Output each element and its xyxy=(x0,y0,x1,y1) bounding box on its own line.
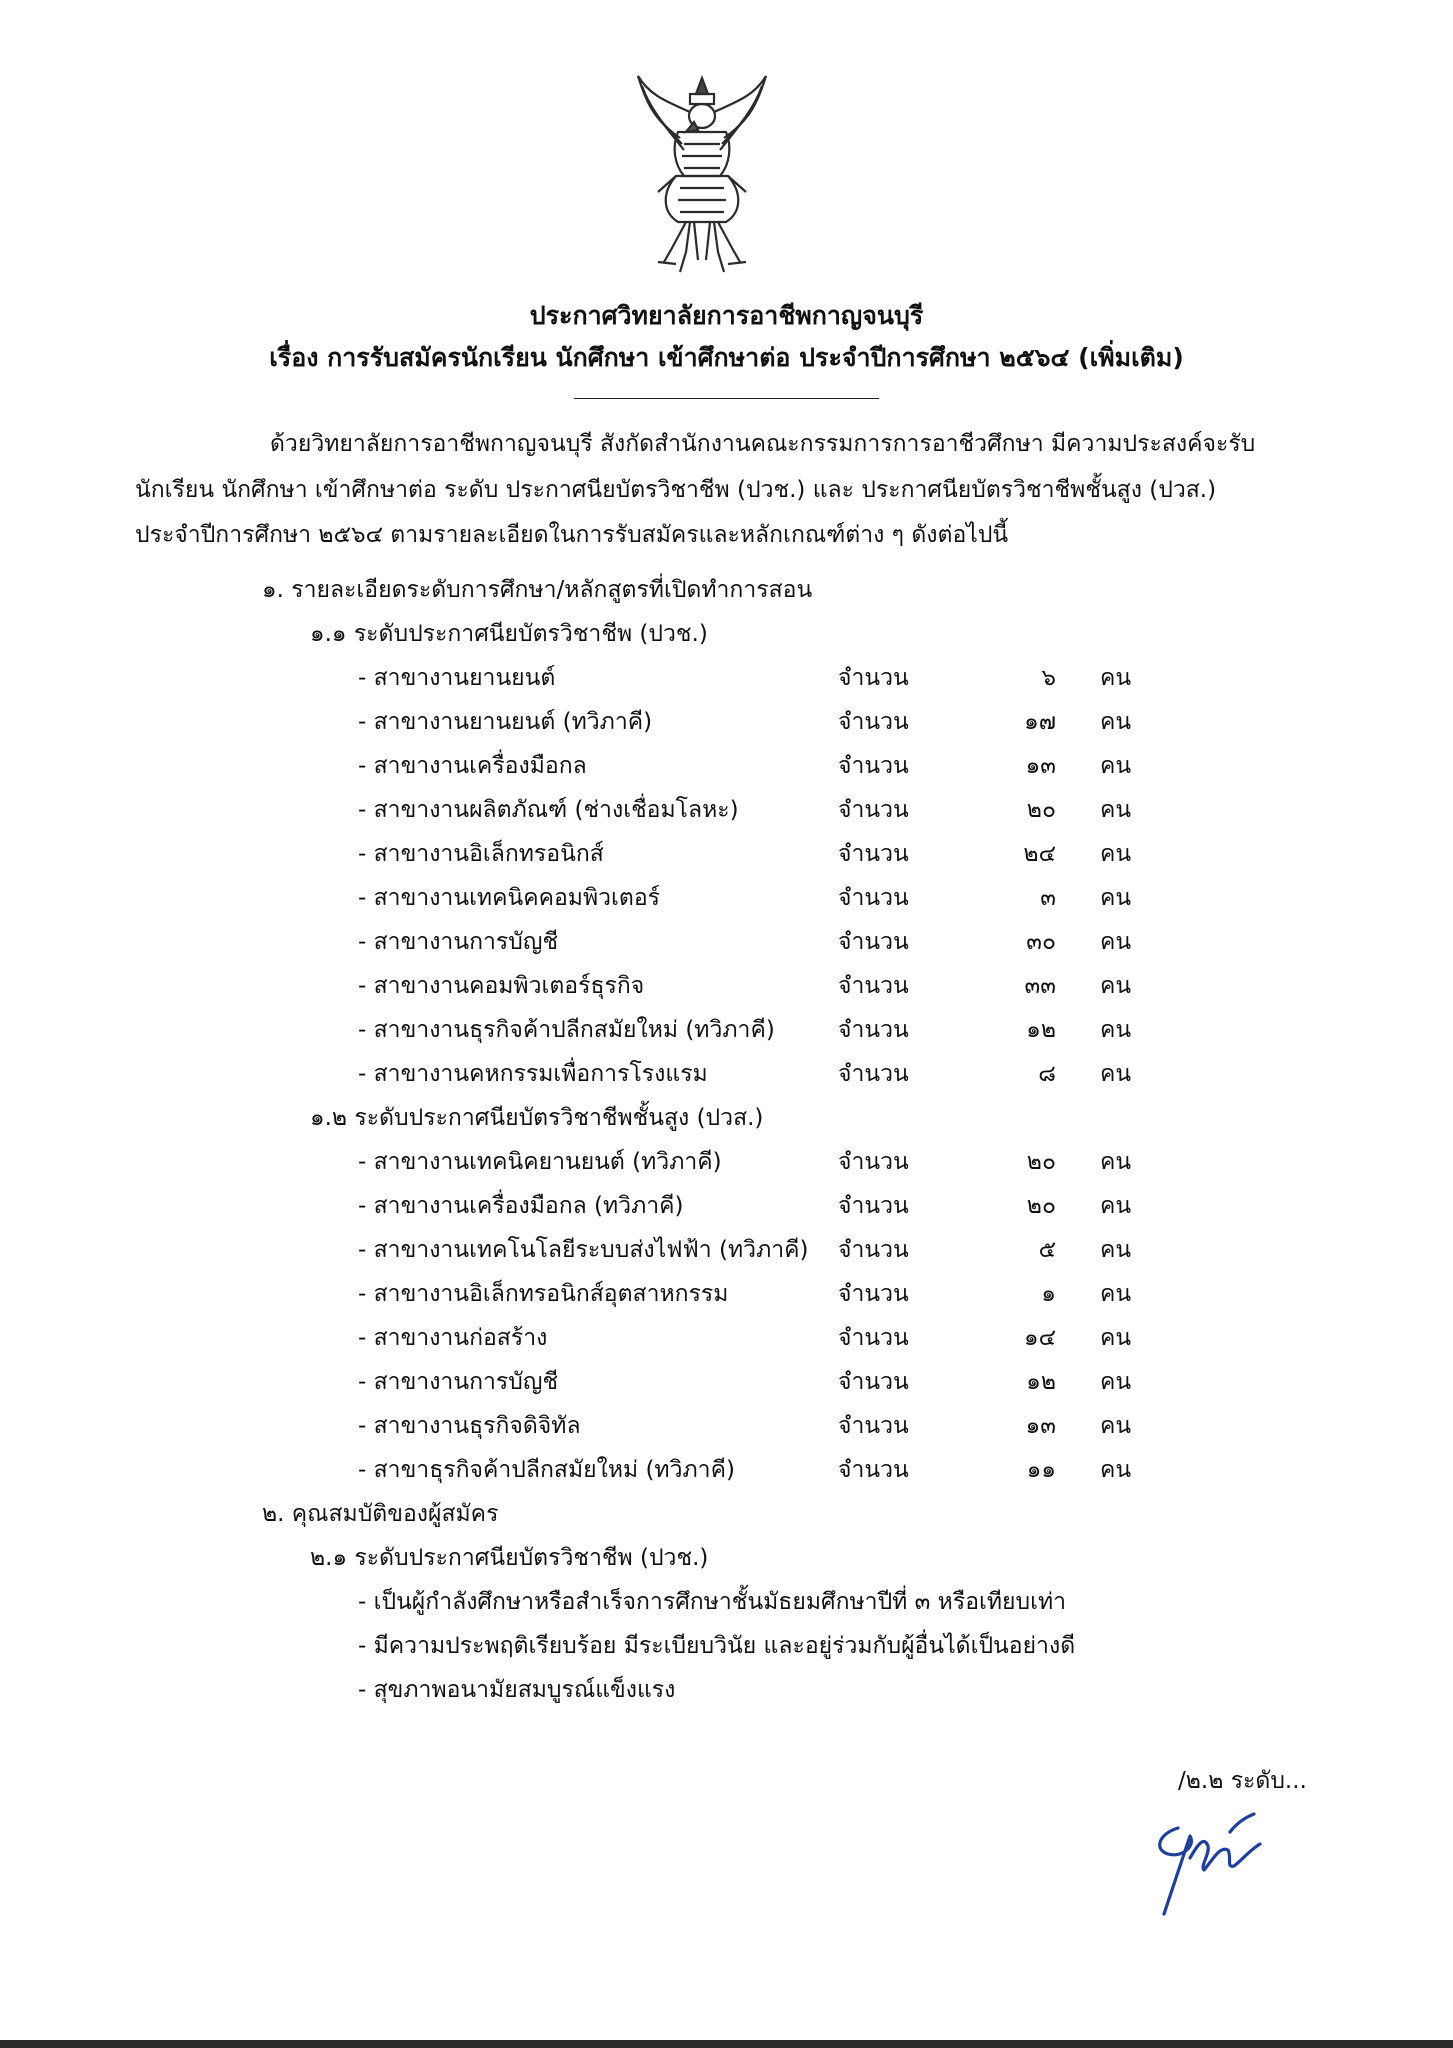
seat-quantity: ๒๔ xyxy=(1023,841,1056,867)
program-name: - สาขางานอิเล็กทรอนิกส์ xyxy=(358,841,604,867)
count-label: จำนวน xyxy=(838,1061,909,1087)
program-name: - สาขางานคหกรรมเพื่อการโรงแรม xyxy=(358,1061,708,1087)
seat-quantity: ๓ xyxy=(1040,885,1056,911)
count-label: จำนวน xyxy=(838,665,909,691)
section-2-heading: ๒. คุณสมบัติของผู้สมัคร xyxy=(262,1501,499,1527)
unit-label: คน xyxy=(1100,1061,1132,1087)
seat-quantity: ๖ xyxy=(1041,665,1056,691)
program-name: - สาขางานการบัญชี xyxy=(358,929,559,955)
count-label: จำนวน xyxy=(838,885,909,911)
program-name: - สาขางานยานยนต์ (ทวิภาคี) xyxy=(358,709,653,735)
count-label: จำนวน xyxy=(838,841,909,867)
unit-label: คน xyxy=(1100,841,1132,867)
program-name: - สาขาธุรกิจค้าปลีกสมัยใหม่ (ทวิภาคี) xyxy=(358,1457,735,1483)
unit-label: คน xyxy=(1100,797,1132,823)
count-label: จำนวน xyxy=(838,753,909,779)
count-label: จำนวน xyxy=(838,797,909,823)
seat-quantity: ๓๓ xyxy=(1024,973,1056,999)
program-name: - สาขางานก่อสร้าง xyxy=(358,1325,548,1351)
seat-quantity: ๑๒ xyxy=(1026,1017,1056,1043)
scan-edge xyxy=(0,2040,1453,2048)
program-name: - สาขางานเทคโนโลยีระบบส่งไฟฟ้า (ทวิภาคี) xyxy=(358,1237,809,1263)
seat-quantity: ๑ xyxy=(1041,1281,1056,1307)
unit-label: คน xyxy=(1100,1369,1132,1395)
announcement-subject: เรื่อง การรับสมัครนักเรียน นักศึกษา เข้าศึกษาต่อ ประจำปีการศึกษา ๒๕๖๔ (เพิ่มเติม) xyxy=(269,343,1184,372)
unit-label: คน xyxy=(1100,1017,1132,1043)
continued-marker: /๒.๒ ระดับ... xyxy=(1178,1768,1307,1794)
count-label: จำนวน xyxy=(838,1237,909,1263)
signature xyxy=(1138,1788,1288,1918)
program-name: - สาขางานเครื่องมือกล (ทวิภาคี) xyxy=(358,1193,684,1219)
program-name: - สาขางานอิเล็กทรอนิกส์อุตสาหกรรม xyxy=(358,1281,729,1307)
section-1-heading: ๑. รายละเอียดระดับการศึกษา/หลักสูตรที่เปิดทำการสอน xyxy=(262,577,813,603)
seat-quantity: ๕ xyxy=(1038,1237,1056,1263)
section-1-1-heading: ๑.๑ ระดับประกาศนียบัตรวิชาชีพ (ปวช.) xyxy=(310,621,708,647)
intro-line-1: ด้วยวิทยาลัยการอาชีพกาญจนบุรี สังกัดสำนักงานคณะกรรมการการอาชีวศึกษา มีความประสงค์จะรับ xyxy=(270,431,1256,457)
unit-label: คน xyxy=(1100,973,1132,999)
unit-label: คน xyxy=(1100,1281,1132,1307)
program-name: - สาขางานเครื่องมือกล xyxy=(358,753,587,779)
unit-label: คน xyxy=(1100,753,1132,779)
count-label: จำนวน xyxy=(838,929,909,955)
count-label: จำนวน xyxy=(838,1193,909,1219)
unit-label: คน xyxy=(1100,1325,1132,1351)
unit-label: คน xyxy=(1100,929,1132,955)
seat-quantity: ๑๑ xyxy=(1026,1457,1056,1483)
program-name: - สาขางานธุรกิจค้าปลีกสมัยใหม่ (ทวิภาคี) xyxy=(358,1017,775,1043)
unit-label: คน xyxy=(1100,1149,1132,1175)
seat-quantity: ๑๓ xyxy=(1025,1413,1056,1439)
seat-quantity: ๑๔ xyxy=(1023,1325,1056,1351)
program-name: - สาขางานผลิตภัณฑ์ (ช่างเชื่อมโลหะ) xyxy=(358,797,739,823)
count-label: จำนวน xyxy=(838,1457,909,1483)
unit-label: คน xyxy=(1100,1237,1132,1263)
intro-line-3: ประจำปีการศึกษา ๒๕๖๔ ตามรายละเอียดในการรับสมัครและหลักเกณฑ์ต่าง ๆ ดังต่อไปนี้ xyxy=(135,522,1009,548)
qualification-item: - สุขภาพอนามัยสมบูรณ์แข็งแรง xyxy=(358,1677,676,1703)
count-label: จำนวน xyxy=(838,973,909,999)
program-name: - สาขางานคอมพิวเตอร์ธุรกิจ xyxy=(358,973,645,999)
count-label: จำนวน xyxy=(838,709,909,735)
announcement-title: ประกาศวิทยาลัยการอาชีพกาญจนบุรี xyxy=(529,301,924,330)
count-label: จำนวน xyxy=(838,1017,909,1043)
intro-line-2: นักเรียน นักศึกษา เข้าศึกษาต่อ ระดับ ประกาศนียบัตรวิชาชีพ (ปวช.) และ ประกาศนียบัตรวิชาชีพชั้นสูง (ปวส.) xyxy=(135,477,1217,503)
unit-label: คน xyxy=(1100,709,1132,735)
count-label: จำนวน xyxy=(838,1413,909,1439)
section-1-2-heading: ๑.๒ ระดับประกาศนียบัตรวิชาชีพชั้นสูง (ปวส.) xyxy=(310,1105,764,1131)
program-name: - สาขางานเทคนิคยานยนต์ (ทวิภาคี) xyxy=(358,1149,722,1175)
seat-quantity: ๒๐ xyxy=(1026,1193,1056,1219)
seat-quantity: ๒๐ xyxy=(1026,1149,1056,1175)
count-label: จำนวน xyxy=(838,1281,909,1307)
program-name: - สาขางานธุรกิจดิจิทัล xyxy=(358,1413,581,1439)
unit-label: คน xyxy=(1100,885,1132,911)
section-2-1-heading: ๒.๑ ระดับประกาศนียบัตรวิชาชีพ (ปวช.) xyxy=(310,1545,709,1571)
unit-label: คน xyxy=(1100,665,1132,691)
program-name: - สาขางานการบัญชี xyxy=(358,1369,559,1395)
qualification-item: - มีความประพฤติเรียบร้อย มีระเบียบวินัย และอยู่ร่วมกับผู้อื่นได้เป็นอย่างดี xyxy=(358,1633,1076,1659)
program-name: - สาขางานยานยนต์ xyxy=(358,665,556,691)
seat-quantity: ๑๗ xyxy=(1024,709,1056,735)
title-divider xyxy=(574,398,879,399)
seat-quantity: ๘ xyxy=(1038,1061,1056,1087)
count-label: จำนวน xyxy=(838,1325,909,1351)
count-label: จำนวน xyxy=(838,1369,909,1395)
count-label: จำนวน xyxy=(838,1149,909,1175)
qualification-item: - เป็นผู้กำลังศึกษาหรือสำเร็จการศึกษาชั้นมัธยมศึกษาปีที่ ๓ หรือเทียบเท่า xyxy=(358,1589,1067,1615)
seat-quantity: ๑๒ xyxy=(1026,1369,1056,1395)
seat-quantity: ๑๓ xyxy=(1025,753,1056,779)
unit-label: คน xyxy=(1100,1193,1132,1219)
garuda-emblem xyxy=(628,72,776,280)
unit-label: คน xyxy=(1100,1413,1132,1439)
seat-quantity: ๓๐ xyxy=(1026,929,1056,955)
seat-quantity: ๒๐ xyxy=(1026,797,1056,823)
program-name: - สาขางานเทคนิคคอมพิวเตอร์ xyxy=(358,885,660,911)
unit-label: คน xyxy=(1100,1457,1132,1483)
